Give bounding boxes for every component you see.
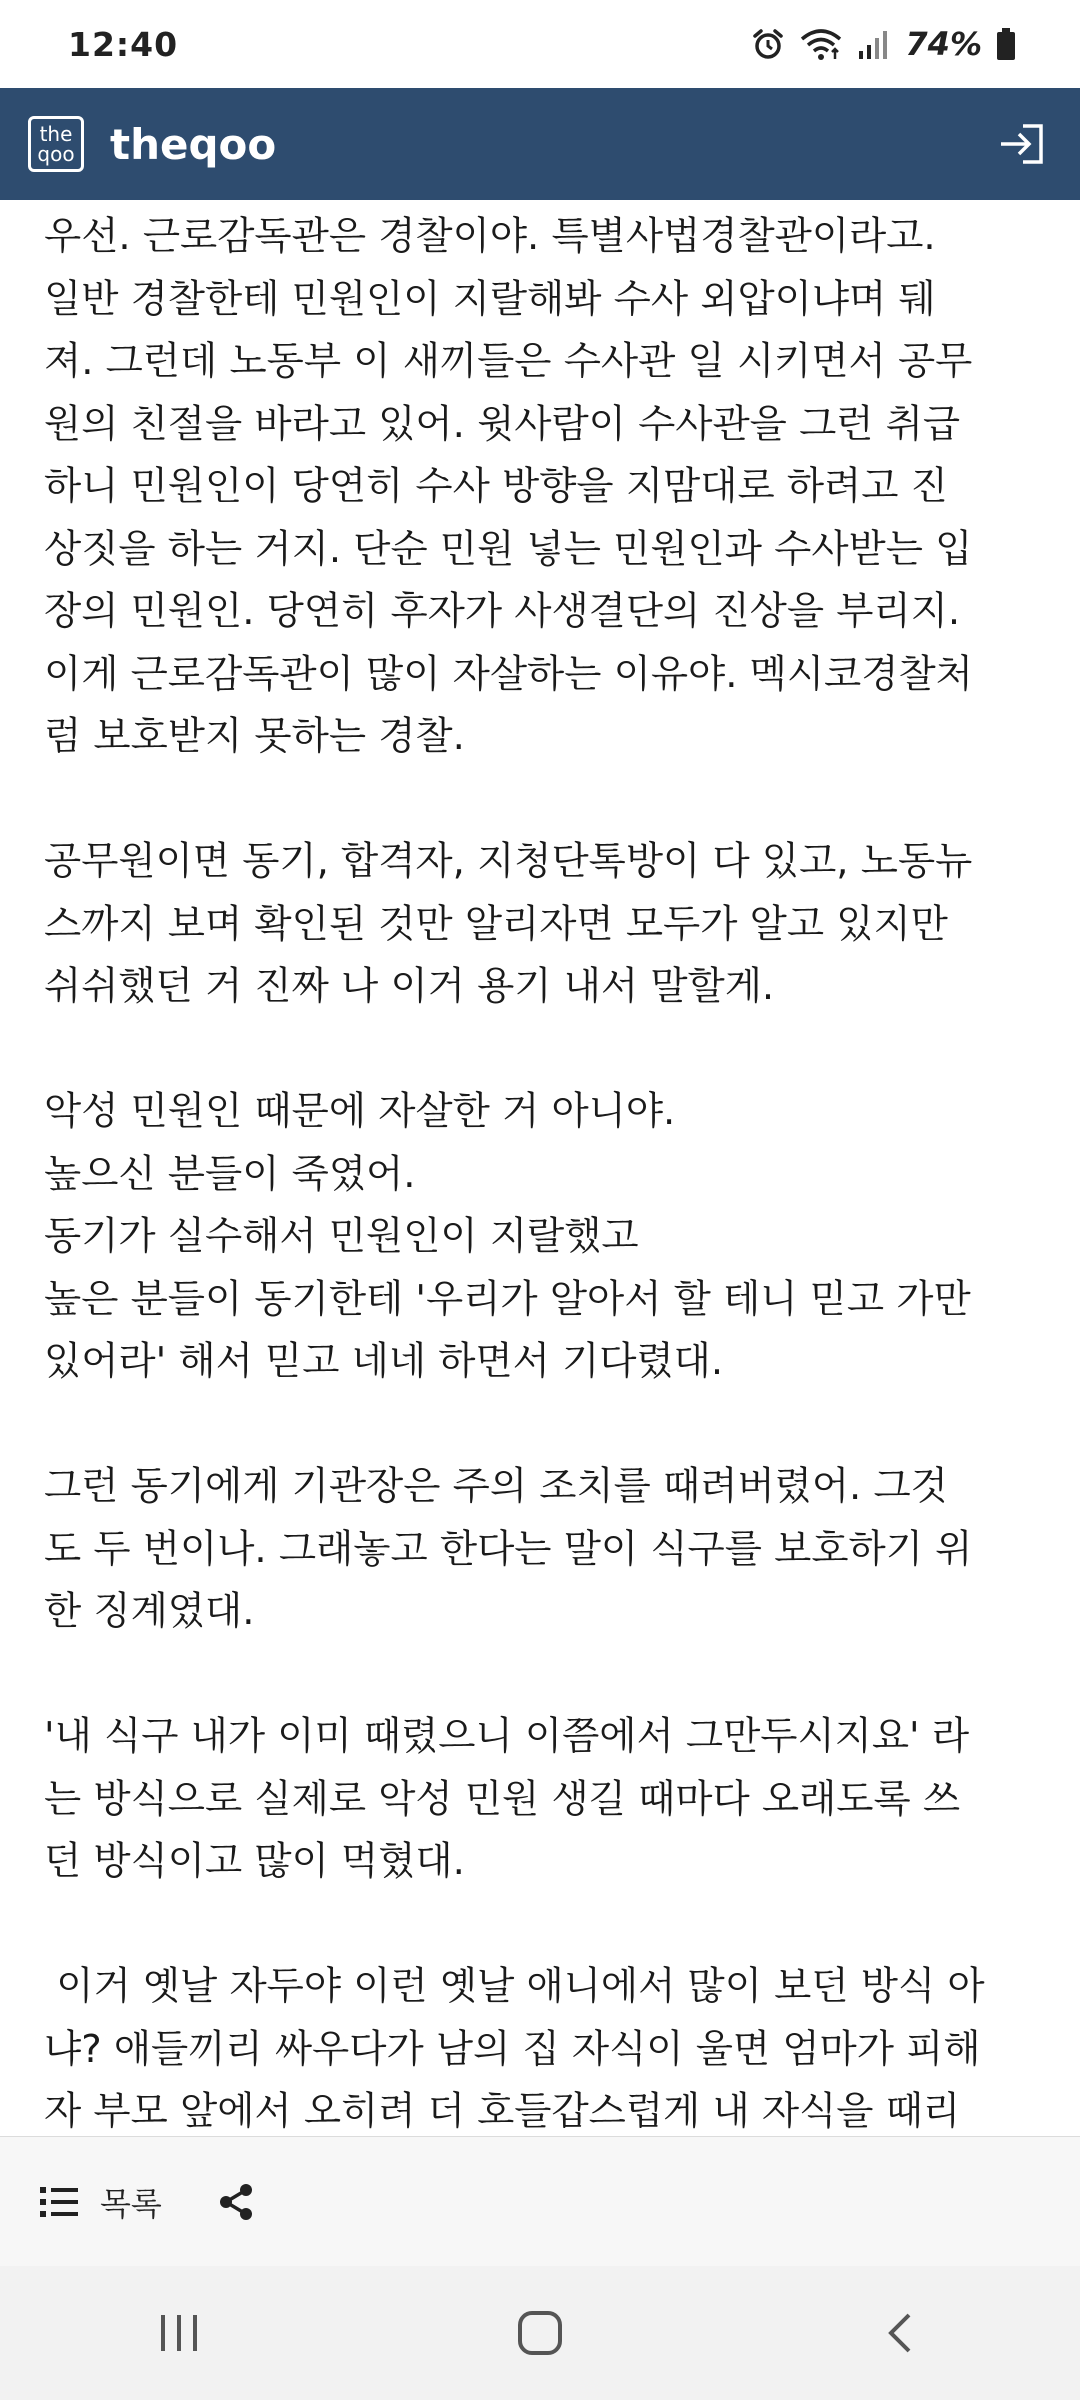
home-icon (514, 2307, 566, 2359)
article-body (44, 200, 1044, 2136)
share-icon (218, 2183, 254, 2221)
share-button[interactable] (218, 2183, 254, 2221)
article-paragraph: 악성 민원인 때문에 자살한 거 아니야. 높으신 분들이 죽였어. 동기가 실수해서 민원인이 지랄했고 높은 분들이 동기한테 '우리가 알아서 할 테니 믿고 가만 있어라' 해서 믿고 네네 하면서 기다렸대. (44, 1089, 971, 1384)
list-label: 목록 (100, 2184, 162, 2223)
alarm-icon (751, 27, 785, 61)
home-button[interactable] (514, 2307, 566, 2359)
battery-icon (996, 27, 1016, 61)
status-bar (0, 0, 1080, 88)
wifi-icon (799, 27, 843, 61)
logo-text-bottom: qoo (37, 142, 75, 166)
system-nav-bar (0, 2266, 1080, 2400)
list-button[interactable] (40, 2179, 162, 2225)
app-header (0, 88, 1080, 200)
back-button[interactable] (877, 2309, 925, 2357)
login-icon (997, 122, 1047, 166)
recent-apps-icon (155, 2309, 203, 2357)
article-paragraph: 공무원이면 동기, 합격자, 지청단톡방이 다 있고, 노동뉴 스까지 보며 확인된 것만 알리자면 모두가 알고 있지만 쉬쉬했던 거 진짜 나 이거 용기 내서 말할게. (44, 839, 973, 1009)
recent-apps-button[interactable] (155, 2309, 203, 2357)
login-button[interactable] (994, 116, 1050, 172)
battery-percent: 74% (905, 25, 982, 63)
logo-text-top: the (39, 122, 73, 146)
bottom-action-bar (0, 2136, 1080, 2266)
app-title[interactable]: theqoo (110, 119, 277, 169)
theqoo-logo[interactable] (28, 116, 84, 172)
article-paragraph: '내 식구 내가 이미 때렸으니 이쯤에서 그만두시지요' 라 는 방식으로 실제로 악성 민원 생길 때마다 오래도록 쓰 던 방식이고 많이 먹혔대. (44, 1714, 970, 1884)
status-time: 12:40 (68, 24, 179, 64)
list-icon (40, 2186, 78, 2218)
back-icon (877, 2309, 925, 2357)
article-paragraph: 우선. 근로감독관은 경찰이야. 특별사법경찰관이라고. 일반 경찰한테 민원인이 지랄해봐 수사 외압이냐며 뒈 져. 그런데 노동부 이 새끼들은 수사관 일 시키면서 공무 원의 친절을 바라고 있어. 윗사람이 수사관을 그런 취급 하니 민원인이 당연히 수사 방향을 지맘대로 하려고 진 상짓을 하는 거지. 단순 민원 넣는 민원인과 수사받는 입 장의 민원인. 당연히 후자가 사생결단의 진상을 부리지. 이게 근로감독관이 많이 자살하는 이유야. 멕시코경찰처 럼 보호받지 못하는 경찰. (44, 214, 973, 759)
status-icons (751, 25, 1016, 63)
article-paragraph: 그런 동기에게 기관장은 주의 조치를 때려버렸어. 그것 도 두 번이나. 그래놓고 한다는 말이 식구를 보호하기 위 한 징계였대. (44, 1464, 973, 1634)
signal-icon (857, 27, 891, 61)
article-paragraph: 이거 옛날 자두야 이런 옛날 애니에서 많이 보던 방식 아 냐? 애들끼리 싸우다가 남의 집 자식이 울면 엄마가 피해 자 부모 앞에서 오히려 더 호들갑스럽게 내 자식을 때리 (44, 1964, 985, 2134)
